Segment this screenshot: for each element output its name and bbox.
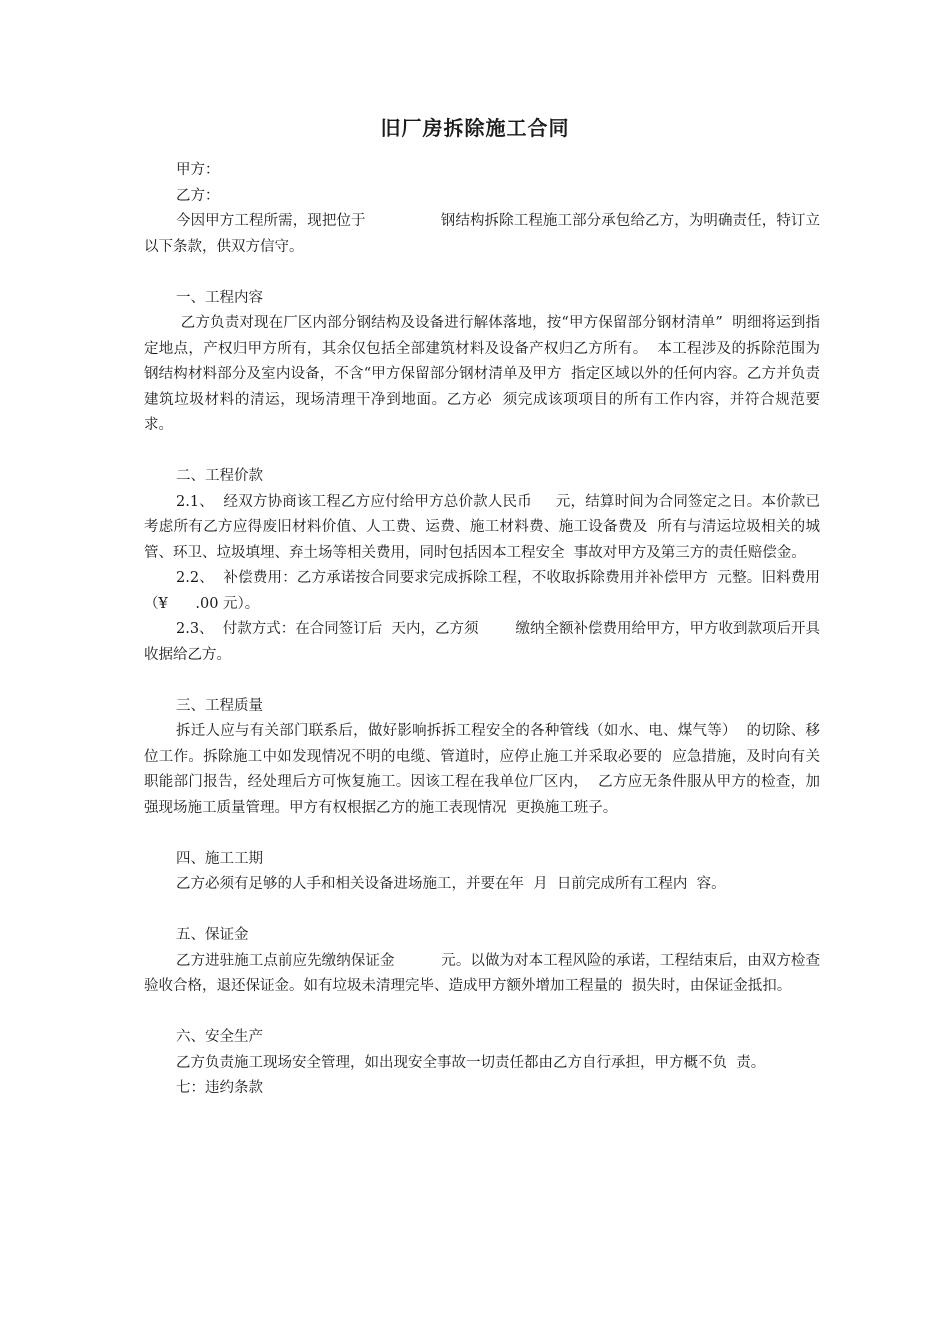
section-heading-6: 六、安全生产 [176,1029,263,1045]
spacer [144,260,820,286]
section-4-paragraph: 乙方必须有足够的人手和相关设备进场施工，并要在年 月 日前完成所有工程内 容。 [176,876,726,892]
section-heading-3: 三、工程质量 [176,697,263,714]
section-heading-7: 七：违约条款 [176,1080,263,1096]
intro-paragraph: 今因甲方工程所需，现把位于 钢结构拆除工程施工部分承包给乙方，为明确责任，特订立以下条款，供双方信守。 [144,213,820,255]
spacer [144,821,820,847]
section-3-paragraph: 拆迁人应与有关部门联系后，做好影响拆拆工程安全的各种管线（如水、电、煤气等） 的切除、移位工作。拆除施工中如发现情况不明的电缆、管道时，应停止施工并采取必要的 应急措施，及时向有关职能部门报告，经处理后方可恢复施工。因该工程在我单位厂区内， 乙方应无条件服从甲方的检查，加强现场施工质量管理。甲方有权根据乙方的施工表现情况 更换施工班子。 [144,723,820,816]
document-title: 旧厂房拆除施工合同 [380,116,570,140]
clause-2-3: 2.3、 付款方式：在合同签订后 天内，乙方须 缴纳全额补偿费用给甲方，甲方收到款项后开具收据给乙方。 [144,621,820,663]
spacer [144,668,820,694]
spacer [144,898,820,924]
section-5-paragraph: 乙方进驻施工点前应先缴纳保证金 元。以做为对本工程风险的承诺，工程结束后，由双方检查验收合格，退还保证金。如有垃圾未清理完毕、造成甲方额外增加工程量的 损失时，由保证金抵扣。 [144,952,820,994]
section-heading-5: 五、保证金 [176,927,249,943]
spacer [144,439,820,465]
document-body [144,158,820,1102]
party-b-line: 乙方： [176,187,220,204]
clause-2-1: 2.1、 经双方协商该工程乙方应付给甲方总价款人民币 元，结算时间为合同签定之日。本价款已考虑所有乙方应得废旧材料价值、人工费、运费、施工材料费、施工设备费及 所有与清运垃圾相关的城管、环卫、垃圾填埋、弃土场等相关费用，同时包括因本工程安全 事故对甲方及第三方的责任赔偿金。 [144,493,820,561]
section-heading-1: 一、工程内容 [176,289,263,306]
clause-2-2: 2.2、 补偿费用：乙方承诺按合同要求完成拆除工程，不收取拆除费用并补偿甲方 元整。旧料费用（¥ .00 元）。 [144,570,820,612]
spacer [144,1000,820,1026]
section-heading-4: 四、施工工期 [176,850,263,867]
section-heading-2: 二、工程价款 [176,468,263,484]
section-1-paragraph: 乙方负责对现在厂区内部分钢结构及设备进行解体落地，按“甲方保留部分钢材清单” 明细将运到指定地点，产权归甲方所有，其余仅包括全部建筑材料及设备产权归乙方所有。 本工程涉及的拆除范围为钢结构材料部分及室内设备，不含“甲方保留部分钢材清单及甲方 指定区域以外的任何内容。乙方并负责建筑垃圾材料的清运，现场清理干净到地面。乙方必 须完成该项项目的所有工作内容，并符合规范要求。 [144,315,821,433]
section-6-paragraph: 乙方负责施工现场安全管理，如出现安全事故一切责任都由乙方自行承担，甲方概不负 责。 [176,1054,766,1071]
party-a-line: 甲方： [176,162,220,178]
